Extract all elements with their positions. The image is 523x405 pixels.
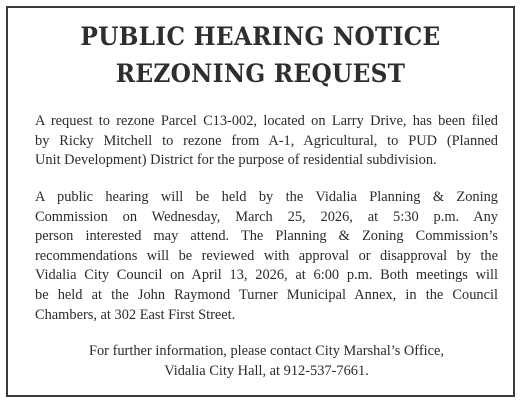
paragraph-2-line: person interested may attend. The Planning & Zoning Commission’s (35, 228, 498, 245)
paragraph-2-line: Chambers, at 302 East First Street. (35, 306, 236, 323)
paragraph-hearing-details (35, 188, 498, 325)
paragraph-contact-info (35, 342, 498, 381)
title-line-2: REZONING REQUEST (115, 59, 406, 88)
paragraph-1-line: by Ricky Mitchell to rezone from A-1, Agricultural, to PUD (Planned (35, 132, 498, 149)
notice-title (26, 18, 496, 92)
paragraph-2-line: Commission on Wednesday, March 25, 2026, at 5:30 p.m. Any (35, 208, 498, 225)
paragraph-1-line: A request to rezone Parcel C13-002, located on Larry Drive, has been filed (35, 113, 498, 129)
paragraph-2-line: Vidalia City Council on April 13, 2026, at 6:00 p.m. Both meetings will (35, 267, 498, 284)
paragraph-3-line: Vidalia City Hall, at 912-537-7661. (164, 362, 369, 379)
paragraph-2-line: be held at the John Raymond Turner Municipal Annex, in the Council (35, 286, 498, 303)
public-notice (6, 6, 515, 397)
title-line-1: PUBLIC HEARING NOTICE (80, 22, 441, 51)
paragraph-2-line: A public hearing will be held by the Vidalia Planning & Zoning (35, 189, 498, 205)
paragraph-rezoning-request (35, 112, 498, 171)
paragraph-2-line: recommendations will be reviewed with approval or disapproval by the (35, 247, 498, 264)
paragraph-1-line: Unit Development) District for the purpose of residential subdivision. (35, 152, 437, 169)
paragraph-3-line: For further information, please contact City Marshal’s Office, (88, 343, 444, 359)
